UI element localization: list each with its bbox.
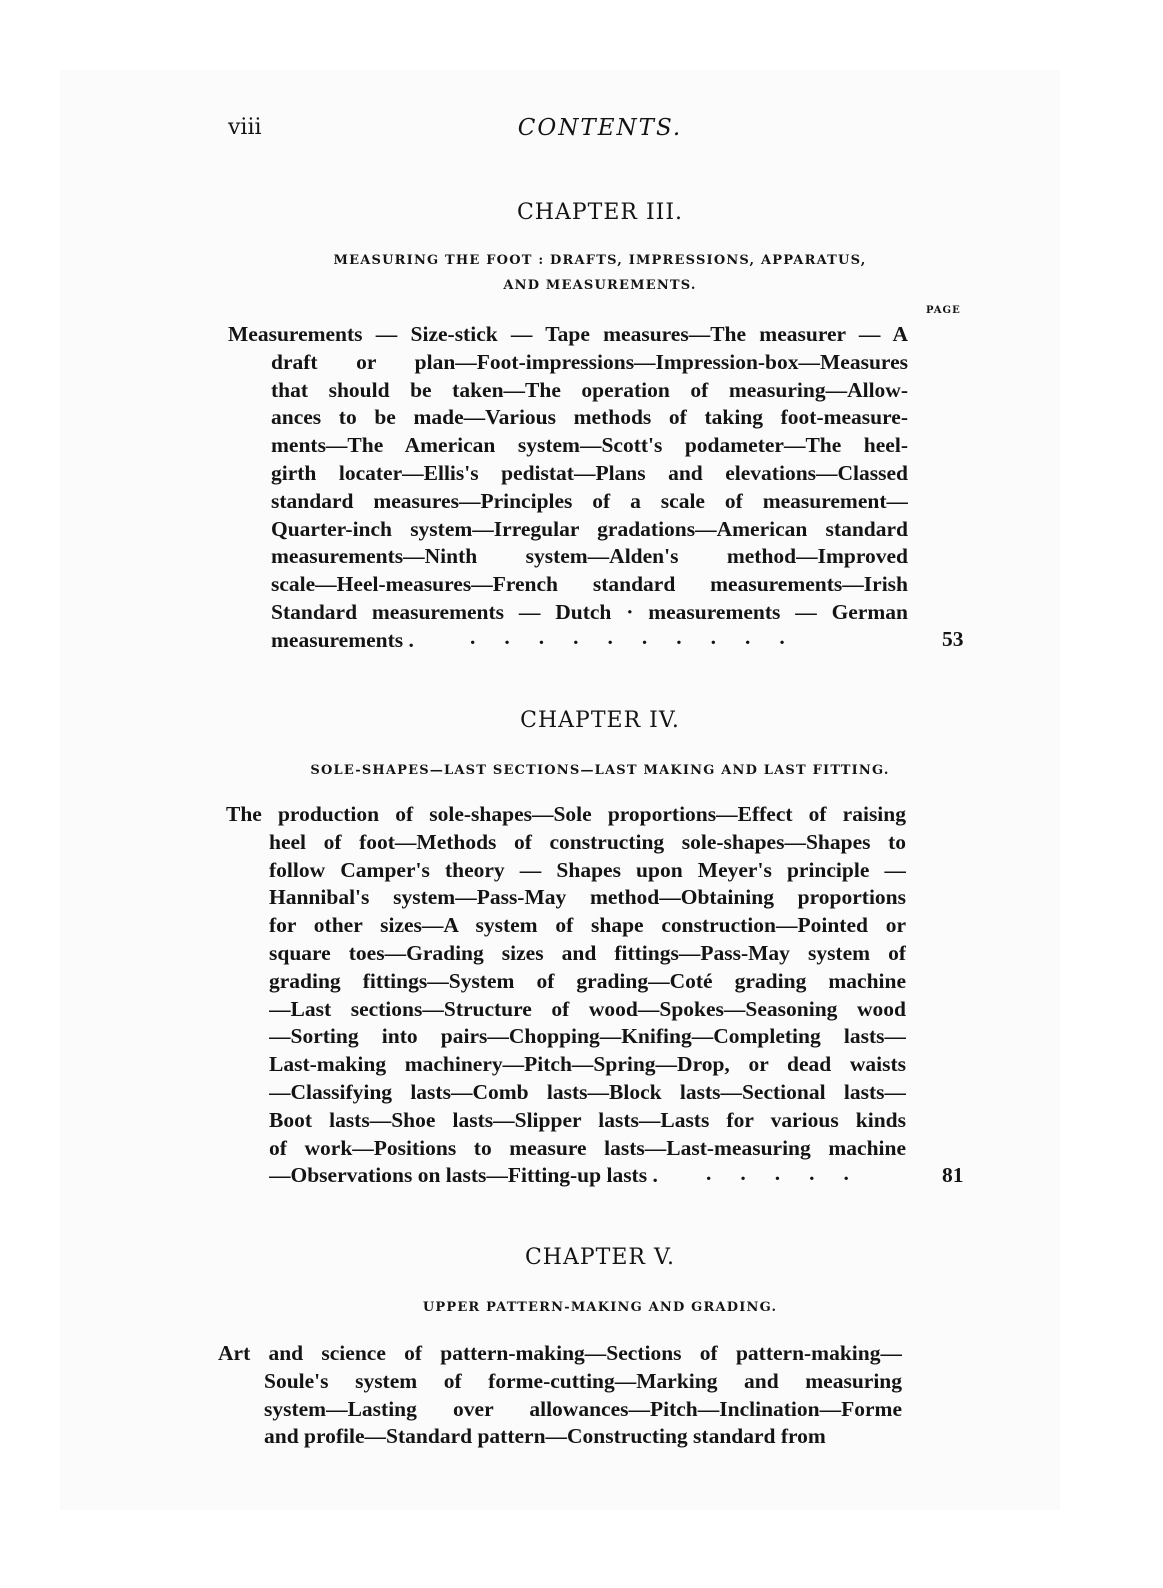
entry-line: grading fittings—System of grading—Coté grading machine (269, 968, 906, 993)
entry-line: of work—Positions to measure lasts—Last-measuring machine (269, 1135, 906, 1160)
chapter-title: CHAPTER V. (524, 1245, 676, 1270)
entry-line: Art and science of pattern-making—Sections of pattern-making— (218, 1341, 902, 1365)
entry-line: girth locater—Ellis's pedistat—Plans and elevations—Classed (271, 460, 908, 485)
contents-entry (228, 321, 908, 655)
subtitle-line: UPPER PATTERN-MAKING AND GRADING. (422, 1300, 778, 1315)
subtitle-line: MEASURING THE FOOT : DRAFTS, IMPRESSIONS, APPARATUS, (333, 253, 867, 268)
entry-line: Standard measurements — Dutch · measurements — German (271, 599, 908, 624)
chapter-subtitle (230, 248, 970, 298)
entry-line: —Observations on lasts—Fitting-up lasts . (269, 1163, 658, 1188)
entry-line: measurements—Ninth system—Alden's method—Improved (271, 544, 908, 569)
entry-line: Hannibal's system—Pass-May method—Obtaining proportions (269, 885, 906, 910)
subtitle-line: AND MEASUREMENTS. (503, 278, 697, 293)
entry-line: ances to be made—Various methods of taking foot-measure- (271, 405, 908, 430)
entry-line: The production of sole-shapes—Sole proportions—Effect of raising (226, 802, 906, 826)
entry-line: Boot lasts—Shoe lasts—Slipper lasts—Lasts for various kinds (269, 1107, 906, 1132)
page-reference: 81 (942, 1163, 964, 1187)
subtitle-line: SOLE-SHAPES—LAST SECTIONS—LAST MAKING AND LAST FITTING. (310, 763, 890, 778)
entry-line: Measurements — Size-stick — Tape measures—The measurer — A (228, 322, 908, 346)
dot-leader: .......... (470, 625, 814, 649)
entry-line: Quarter-inch system—Irregular gradations—American standard (271, 516, 908, 541)
entry-line: Soule's system of forme-cutting—Marking and measuring (264, 1368, 902, 1393)
entry-line: and profile—Standard pattern—Constructing standard from (264, 1424, 826, 1449)
entry-line: that should be taken—The operation of measuring—Allow- (271, 377, 908, 402)
running-head (0, 115, 1163, 155)
entry-line: —Sorting into pairs—Chopping—Knifing—Completing lasts— (269, 1024, 906, 1049)
page-number: viii (228, 115, 262, 140)
entry-line: —Classifying lasts—Comb lasts—Block lasts—Sectional lasts— (269, 1079, 906, 1104)
entry-line: for other sizes—A system of shape construction—Pointed or (269, 913, 906, 938)
contents-entry (218, 1340, 902, 1451)
entry-line: scale—Heel-measures—French standard measurements—Irish (271, 572, 908, 597)
page-column-label: PAGE (926, 305, 961, 316)
entry-line: square toes—Grading sizes and fittings—Pass-May system of (269, 940, 906, 965)
entry-line: heel of foot—Methods of constructing sole-shapes—Shapes to (269, 829, 906, 854)
entry-line: draft or plan—Foot-impressions—Impression-box—Measures (271, 349, 908, 374)
page-reference: 53 (942, 627, 964, 651)
running-title: CONTENTS. (517, 115, 683, 141)
contents-entry (226, 801, 906, 1190)
dot-leader: ..... (706, 1161, 878, 1185)
entry-line: Last-making machinery—Pitch—Spring—Drop, or dead waists (269, 1052, 906, 1077)
entry-line: system—Lasting over allowances—Pitch—Inclination—Forme (264, 1396, 902, 1421)
entry-line: standard measures—Principles of a scale of measurement— (271, 488, 908, 513)
entry-line: —Last sections—Structure of wood—Spokes—Seasoning wood (269, 996, 906, 1021)
chapter-subtitle (230, 758, 970, 783)
entry-line: ments—The American system—Scott's podameter—The heel- (271, 433, 908, 458)
entry-line: follow Camper's theory — Shapes upon Meyer's principle — (269, 857, 906, 882)
chapter-title: CHAPTER IV. (520, 708, 680, 733)
chapter-title: CHAPTER III. (516, 200, 684, 225)
chapter-subtitle (230, 1295, 970, 1320)
entry-line: measurements . (271, 627, 414, 652)
